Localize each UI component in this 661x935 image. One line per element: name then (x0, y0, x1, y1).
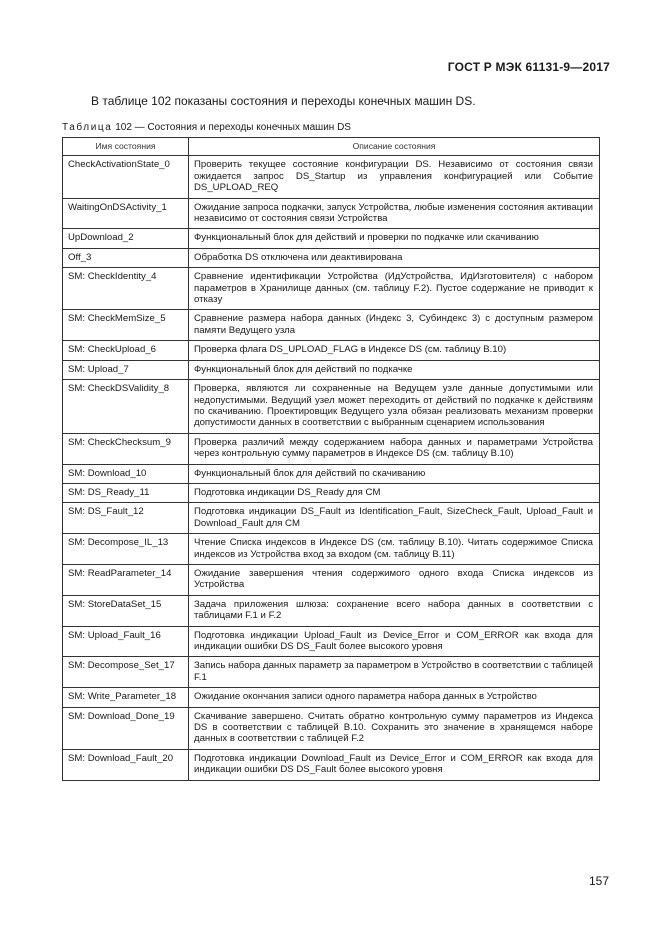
state-name-cell: CheckActivationState_0 (63, 156, 189, 198)
table-caption-text: 102 — Состояния и переходы конечных машин DS (112, 122, 351, 133)
table-row (63, 248, 600, 267)
table-row (63, 503, 600, 534)
state-name-cell: SM: CheckDSValidity_8 (63, 380, 189, 434)
document-code: ГОСТ Р МЭК 61131-9—2017 (447, 60, 610, 74)
intro-paragraph: В таблице 102 показаны состояния и переходы конечных машин DS. (91, 94, 476, 108)
table-row (63, 657, 600, 688)
state-name-cell: WaitingOnDSActivity_1 (63, 198, 189, 229)
table-row (63, 198, 600, 229)
state-name-cell: Off_3 (63, 248, 189, 267)
state-name-cell: SM: CheckMemSize_5 (63, 310, 189, 341)
table-row (63, 360, 600, 379)
table-row (63, 688, 600, 707)
state-description-cell: Сравнение идентификации Устройства (ИдУстройства, ИдИзготовителя) с набором параметров в Хранилище данных (см. таблицу F.2). Пустое содержание не приводит к отказу (189, 268, 600, 310)
state-name-cell: SM: ReadParameter_14 (63, 564, 189, 595)
state-description-cell: Проверить текущее состояние конфигурации DS. Независимо от состояния связи ожидается запрос DS_Startup из управления конфигурацией или Событие DS_UPLOAD_REQ (189, 156, 600, 198)
state-description-cell: Функциональный блок для действий по скачиванию (189, 464, 600, 483)
state-description-cell: Ожидание запроса подкачки, запуск Устройства, любые изменения состояния активации независимо от состояния связи Устройства (189, 198, 600, 229)
state-name-cell: SM: DS_Ready_11 (63, 483, 189, 502)
state-name-cell: SM: Download_Done_19 (63, 707, 189, 749)
state-description-cell: Обработка DS отключена или деактивирована (189, 248, 600, 267)
state-name-cell: SM: Upload_7 (63, 360, 189, 379)
state-description-cell: Подготовка индикации DS_Fault из Identification_Fault, SizeCheck_Fault, Upload_Fault и Download_Fault для CM (189, 503, 600, 534)
state-description-cell: Проверка флага DS_UPLOAD_FLAG в Индексе DS (см. таблицу B.10) (189, 341, 600, 360)
state-description-cell: Запись набора данных параметр за параметром в Устройство в соответствии с таблицей F.1 (189, 657, 600, 688)
table-row (63, 310, 600, 341)
table-row (63, 595, 600, 626)
table-row (63, 229, 600, 248)
state-name-cell: SM: Upload_Fault_16 (63, 626, 189, 657)
state-description-cell: Подготовка индикации Upload_Fault из Device_Error и COM_ERROR как входа для индикации ошибки DS DS_Fault более высокого уровня (189, 626, 600, 657)
table-row (63, 564, 600, 595)
state-name-cell: SM: Download_10 (63, 464, 189, 483)
state-name-cell: SM: DS_Fault_12 (63, 503, 189, 534)
state-description-cell: Функциональный блок для действий и проверки по подкачке или скачиванию (189, 229, 600, 248)
states-table (62, 137, 600, 781)
column-header-state-description: Описание состояния (189, 138, 600, 156)
table-row (63, 464, 600, 483)
table-row (63, 626, 600, 657)
table-row (63, 380, 600, 434)
table-row (63, 707, 600, 749)
table-row (63, 749, 600, 780)
table-row (63, 433, 600, 464)
state-description-cell: Подготовка индикации DS_Ready для CM (189, 483, 600, 502)
table-row (63, 534, 600, 565)
state-description-cell: Ожидание завершения чтения содержимого одного входа Списка индексов из Устройства (189, 564, 600, 595)
page-number: 157 (588, 874, 609, 888)
table-row (63, 341, 600, 360)
table-header-row (63, 138, 600, 156)
state-name-cell: SM: StoreDataSet_15 (63, 595, 189, 626)
table-caption (62, 122, 351, 133)
state-name-cell: SM: Decompose_Set_17 (63, 657, 189, 688)
state-name-cell: SM: CheckChecksum_9 (63, 433, 189, 464)
state-description-cell: Проверка, являются ли сохраненные на Ведущем узле данные допустимыми или недопустимыми. Ведущий узел может переходить от действий по подкачке к действиям по скачиванию. Проектировщик Ведущего узла обязан реализовать механизм проверки допустимости данных в соответствии с выбранным сценарием использования (189, 380, 600, 434)
state-name-cell: SM: Write_Parameter_18 (63, 688, 189, 707)
state-description-cell: Чтение Списка индексов в Индексе DS (см. таблицу B.10). Читать содержимое Списка индексов из Устройства вход за входом (см. таблицу B.11) (189, 534, 600, 565)
table-caption-label: Таблица (62, 122, 113, 133)
table-row (63, 156, 600, 198)
table-row (63, 268, 600, 310)
state-description-cell: Ожидание окончания записи одного параметра набора данных в Устройство (189, 688, 600, 707)
state-description-cell: Функциональный блок для действий по подкачке (189, 360, 600, 379)
state-description-cell: Скачивание завершено. Считать обратно контрольную сумму параметров из Индекса DS в соответствии с таблицей B.10. Сохранить это значение в хранящемся наборе данных в соответствии с таблицей F.2 (189, 707, 600, 749)
state-description-cell: Подготовка индикации Download_Fault из Device_Error и COM_ERROR как входа для индикации ошибки DS DS_Fault более высокого уровня (189, 749, 600, 780)
state-name-cell: SM: CheckIdentity_4 (63, 268, 189, 310)
state-description-cell: Сравнение размера набора данных (Индекс 3, Субиндекс 3) с доступным размером памяти Ведущего узла (189, 310, 600, 341)
state-name-cell: SM: Download_Fault_20 (63, 749, 189, 780)
state-name-cell: SM: Decompose_IL_13 (63, 534, 189, 565)
table-row (63, 483, 600, 502)
state-name-cell: UpDownload_2 (63, 229, 189, 248)
state-name-cell: SM: CheckUpload_6 (63, 341, 189, 360)
state-description-cell: Проверка различий между содержанием набора данных и параметрами Устройства через контрольную сумму параметров в Индексе DS (см. таблицу B.10) (189, 433, 600, 464)
column-header-state-name: Имя состояния (63, 138, 189, 156)
state-description-cell: Задача приложения шлюза: сохранение всего набора данных в соответствии с таблицами F.1 и F.2 (189, 595, 600, 626)
